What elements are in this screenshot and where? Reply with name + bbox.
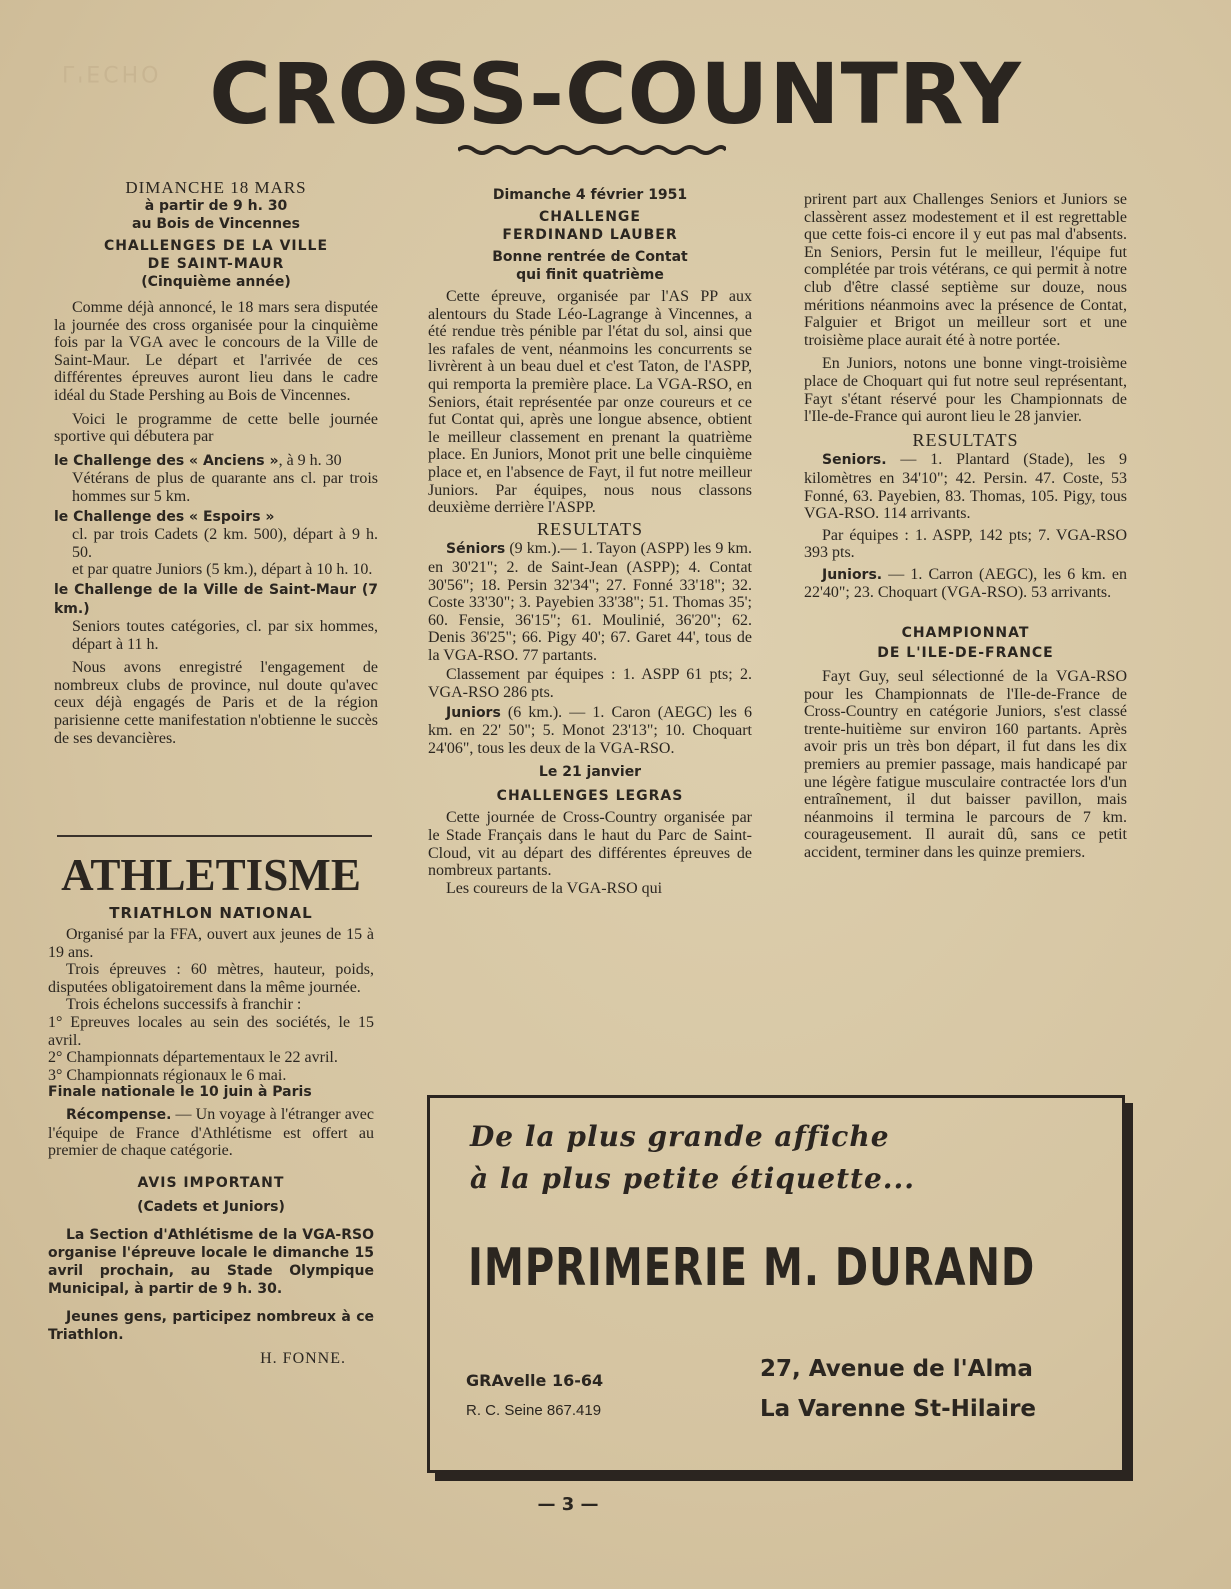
program-anciens xyxy=(54,452,378,506)
avis-subtitle: (Cadets et Juniors) xyxy=(137,1198,285,1215)
espoirs-desc-2: et par quatre Juniors (5 km.), départ à 10 h. 10. xyxy=(72,561,373,579)
event-date: DIMANCHE 18 MARS xyxy=(125,178,307,197)
level-1: 1° Epreuves locales au sein des sociétés, le 15 avril. xyxy=(48,1013,374,1049)
anciens-desc: Vétérans de plus de quarante ans cl. par trois hommes sur 5 km. xyxy=(72,470,378,505)
ad-company-name: IMPRIMERIE M. DURAND xyxy=(468,1238,1036,1298)
legras-paragraph-2: Les coureurs de la VGA-RSO qui xyxy=(446,879,663,897)
lauber-juniors-text: (6 km.). — 1. Caron (AEGC) les 6 km. en 22' 50"; 5. Monot 23'13"; 10. Choquart 24'06", tous les deux de la VGA-RSO. xyxy=(428,703,752,757)
legras-results-title: RESULTATS xyxy=(912,429,1019,450)
ad-address-2: La Varenne St-Hilaire xyxy=(760,1396,1037,1422)
athletisme-section xyxy=(48,846,374,1367)
lauber-juniors xyxy=(428,704,752,758)
column-left xyxy=(54,179,378,753)
legras-continued: prirent part aux Challenges Seniors et Juniors se classèrent assez modestement et il est regrettable que cette fois-ci encore il y eut pas mal d'absents. En Seniors, Persin fut le meilleur, l'équipe fut complétée par trois vétérans, ce qui permit à notre club d'être classé septième sur douze, nous méritions néanmoins avec la présence de Contat, Falguier et Brigot un meilleur sort et une troisième place aurait été à notre portée. xyxy=(804,191,1127,349)
program-ville xyxy=(54,581,378,653)
avis-paragraph: La Section d'Athlétisme de la VGA-RSO organise l'épreuve locale le dimanche 15 avril prochain, au Stade Olympique Municipal, à partir de 9 h. 30. xyxy=(48,1226,374,1297)
legras-paragraph: Cette journée de Cross-Country organisée par le Stade Français dans le haut du Parc de Saint-Cloud, vit au départ des différentes épreuves de nombreux partants. xyxy=(428,809,752,880)
lauber-sub-2: qui finit quatrième xyxy=(516,267,664,283)
section-subtitle: (Cinquième année) xyxy=(141,274,291,290)
level-2: 2° Championnats départementaux le 22 avril. xyxy=(48,1049,338,1067)
champ-title-1: CHAMPIONNAT xyxy=(901,625,1030,642)
finale-line: Finale nationale le 10 juin à Paris xyxy=(48,1084,312,1101)
ad-phone: GRAvelle 16-64 xyxy=(466,1371,604,1390)
lauber-seniors xyxy=(428,540,752,664)
legras-seniors xyxy=(804,451,1127,522)
signature: H. FONNE. xyxy=(260,1349,346,1367)
ad-tagline-1: De la plus grande affiche xyxy=(470,1120,890,1153)
espoirs-label: le Challenge des « Espoirs » xyxy=(54,508,275,525)
page-number: — 3 — xyxy=(537,1494,599,1515)
intro-paragraph: Comme déjà annoncé, le 18 mars sera disputée la journée des cross organisée pour la cinquième fois par la VGA avec le concours de la Ville de Saint-Maur. Le départ et l'arrivée de ces différentes épreuves auront lieu dans le cadre idéal du Stade Pershing au Bois de Vincennes. xyxy=(54,299,378,404)
legras-juniors-text: — 1. Carron (AEGC), les 6 km. en 22'40"; 23. Choquart (VGA-RSO). 53 arrivants. xyxy=(804,565,1127,602)
lauber-sub-1: Bonne rentrée de Contat xyxy=(492,249,688,265)
legras-date: Le 21 janvier xyxy=(538,764,642,781)
avis-call: Jeunes gens, participez nombreux à ce Triathlon. xyxy=(48,1308,374,1343)
legras-equipes: Par équipes : 1. ASPP, 142 pts; 7. VGA-RSO 393 pts. xyxy=(804,526,1127,562)
legras-juniors-paragraph: En Juniors, notons une bonne vingt-troisième place de Choquart qui fut notre seul représentant, Fayt s'étant réservé pour les Championnats de l'Ile-de-France qui auront lieu le 28 janvier. xyxy=(804,355,1127,426)
lauber-date: Dimanche 4 février 1951 xyxy=(492,187,688,203)
athletisme-subtitle: TRIATHLON NATIONAL xyxy=(109,904,313,922)
avis-title: AVIS IMPORTANT xyxy=(137,1174,285,1191)
lauber-juniors-label: Juniors xyxy=(446,704,501,721)
event-time: à partir de 9 h. 30 xyxy=(144,198,288,214)
column-right xyxy=(804,191,1127,868)
recompense-label: Récompense. xyxy=(66,1106,172,1123)
champ-paragraph: Fayt Guy, seul sélectionné de la VGA-RSO pour les Championnats de l'Ile-de-France de Cross-Country en catégorie Juniors, s'est classé trente-huitième sur environ 160 partants. Après avoir pris un très bon départ, il fut dans les dix premiers au premier passage, mais handicapé par une légère fatigue musculaire contractée lors d'un entraînement, il dut baisser pavillon, mais néanmoins il termina le parcours de 7 km. courageusement. Il aurait dû, sans ce petit accident, terminer dans les quinze premiers. xyxy=(804,668,1127,861)
anciens-time: , à 9 h. 30 xyxy=(278,451,342,469)
lauber-paragraph: Cette épreuve, organisée par l'AS PP aux alentours du Stade Léo-Lagrange à Vincennes, a été rendue très pénible par l'état du sol, ainsi que les rafales de vent, néanmoins les concurrents se livrèrent à un beau duel et c'est Taton, de l'ASPP, qui remporta la première place. La VGA-RSO, en Seniors, était représentée par onze coureurs et ce fut Contat qui, après une longue absence, obtient le meilleur classement en prenant la quatrième place. En Juniors, Monot prit une belle cinquième place et, en l'absence de Fayt, il fut notre meilleur Juniors. Par équipes, nous nous classons deuxième derrière l'ASPP. xyxy=(428,288,752,517)
ad-tagline-2: à la plus petite étiquette... xyxy=(470,1162,916,1195)
legras-juniors xyxy=(804,566,1127,602)
page-title: CROSS-COUNTRY xyxy=(209,45,1022,143)
athletisme-p3: Trois échelons successifs à franchir : xyxy=(66,996,302,1014)
watermark: L'ECHO xyxy=(62,60,162,85)
ad-rc: R. C. Seine 867.419 xyxy=(466,1402,602,1419)
legras-seniors-label: Seniors. xyxy=(822,452,887,469)
section-title-2: DE SAINT-MAUR xyxy=(147,256,285,272)
closing-paragraph: Nous avons enregistré l'engagement de nombreux clubs de province, nul doute qu'avec ceux déjà engagés de Paris et de la région parisienne cette manifestation n'obtienne le succès de ses devancières. xyxy=(54,659,378,747)
legras-seniors-text: — 1. Plantard (Stade), les 9 kilomètres en 34'10"; 42. Persin. 47. Coste, 53 Fonné, 63. Payebien, 83. Thomas, 105. Pigy, tous VGA-RSO. 114 arrivants. xyxy=(804,451,1127,523)
lauber-results-title: RESULTATS xyxy=(537,518,643,539)
wave-ornament xyxy=(458,143,726,157)
lauber-seniors-label: Séniors xyxy=(446,541,506,558)
recompense-text: — Un voyage à l'étranger avec l'équipe de France d'Athlétisme est offert au premier de chaque catégorie. xyxy=(48,1105,374,1160)
advertisement xyxy=(427,1095,1125,1473)
program-intro: Voici le programme de cette belle journée sportive qui débutera par xyxy=(54,410,378,446)
legras-title: CHALLENGES LEGRAS xyxy=(496,788,684,805)
column-middle xyxy=(428,186,752,903)
divider xyxy=(57,835,372,837)
lauber-title-2: FERDINAND LAUBER xyxy=(502,227,678,243)
recompense xyxy=(48,1106,374,1160)
section-title: CHALLENGES DE LA VILLE xyxy=(103,238,329,254)
lauber-title-1: CHALLENGE xyxy=(538,209,641,225)
anciens-label: le Challenge des « Anciens » xyxy=(54,452,279,469)
ad-address-1: 27, Avenue de l'Alma xyxy=(760,1356,1033,1382)
program-espoirs xyxy=(54,508,378,579)
athletisme-title: ATHLETISME xyxy=(61,849,361,900)
lauber-classement: Classement par équipes : 1. ASPP 61 pts; 2. VGA-RSO 286 pts. xyxy=(428,666,752,702)
ville-label: le Challenge de la Ville de Saint-Maur (7 km.) xyxy=(54,581,378,617)
ville-desc: Seniors toutes catégories, cl. par six hommes, départ à 11 h. xyxy=(72,618,378,653)
athletisme-p2: Trois épreuves : 60 mètres, hauteur, poids, disputées obligatoirement dans la même journée. xyxy=(48,961,374,996)
athletisme-p1: Organisé par la FFA, ouvert aux jeunes de 15 à 19 ans. xyxy=(48,926,374,961)
legras-juniors-label: Juniors. xyxy=(822,566,883,583)
event-place: au Bois de Vincennes xyxy=(132,216,300,232)
champ-title-2: DE L'ILE-DE-FRANCE xyxy=(877,645,1054,662)
level-3: 3° Championnats régionaux le 6 mai. xyxy=(48,1066,287,1084)
lauber-seniors-text: (9 km.).— 1. Tayon (ASPP) les 9 km. en 30'21"; 2. de Saint-Jean (ASPP); 4. Contat 30'56"; 18. Persin 32'34"; 27. Fonné 33'18"; 32. Coste 33'30"; 3. Payebien 33'38"; 51. Thomas 35'; 60. Fensie, 36'15"; 61. Moulinié, 36'20"; 62. Denis 36'25"; 66. Pigy 40'; 67. Garet 44', tous de la VGA-RSO. 77 partants. xyxy=(428,540,752,664)
espoirs-desc-1: cl. par trois Cadets (2 km. 500), départ à 9 h. 50. xyxy=(72,526,378,561)
